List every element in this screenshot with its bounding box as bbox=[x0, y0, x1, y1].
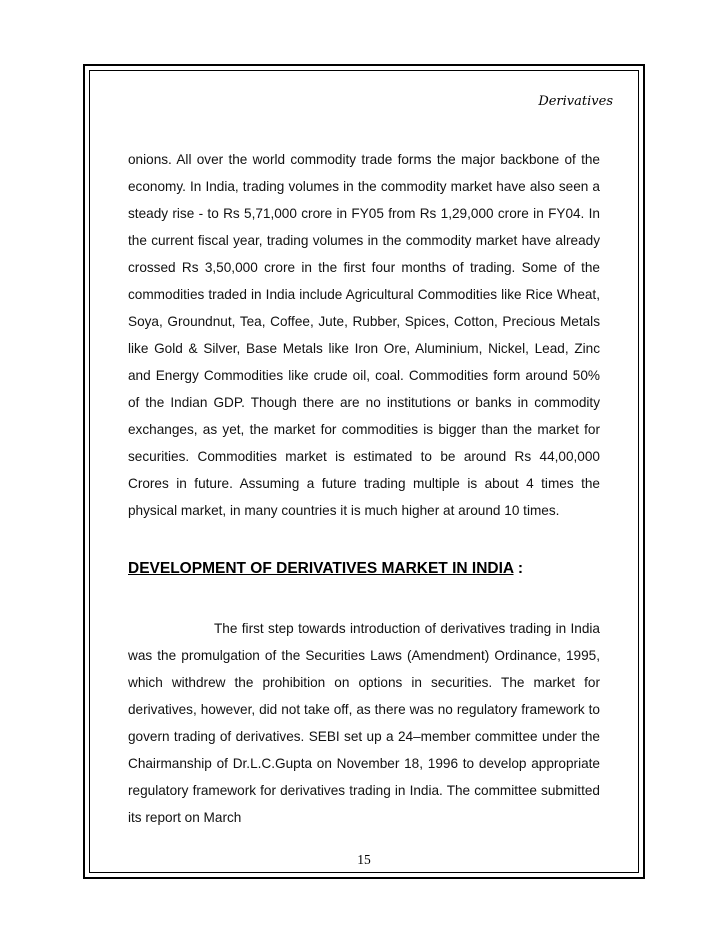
paragraph-commodities: onions. All over the world commodity trade forms the major backbone of the economy. In India, trading volumes in the commodity market have also seen a steady rise - to Rs 5,71,000 crore in FY05 from Rs 1,29,000 crore in FY04. In the current fiscal year, trading volumes in the commodity market have already crossed Rs 3,50,000 crore in the first four months of trading. Some of the commodities traded in India include Agricultural Commodities like Rice Wheat, Soya, Groundnut, Tea, Coffee, Jute, Rubber, Spices, Cotton, Precious Metals like Gold & Silver, Base Metals like Iron Ore, Aluminium, Nickel, Lead, Zinc and Energy Commodities like crude oil, coal. Commodities form around 50% of the Indian GDP. Though there are no institutions or banks in commodity exchanges, as yet, the market for commodities is bigger than the market for securities. Commodities market is estimated to be around Rs 44,00,000 Crores in future. Assuming a future trading multiple is about 4 times the physical market, in many countries it is much higher at around 10 times. bbox=[128, 152, 600, 518]
paragraph-derivatives-development: The first step towards introduction of derivatives trading in India was the promulgation of the Securities Laws (Amendment) Ordinance, 1995, which withdrew the prohibition on options in securities. The market for derivatives, however, did not take off, as there was no regulatory framework to govern trading of derivatives. SEBI set up a 24–member committee under the Chairmanship of Dr.L.C.Gupta on November 18, 1996 to develop appropriate regulatory framework for derivatives trading in India. The committee submitted its report on March bbox=[128, 621, 600, 825]
page-number: 15 bbox=[357, 852, 371, 867]
section-heading-colon: : bbox=[513, 560, 523, 577]
running-header: Derivatives bbox=[538, 94, 613, 109]
section-heading bbox=[128, 560, 523, 578]
section-heading-text: DEVELOPMENT OF DERIVATIVES MARKET IN INDIA bbox=[128, 560, 514, 577]
